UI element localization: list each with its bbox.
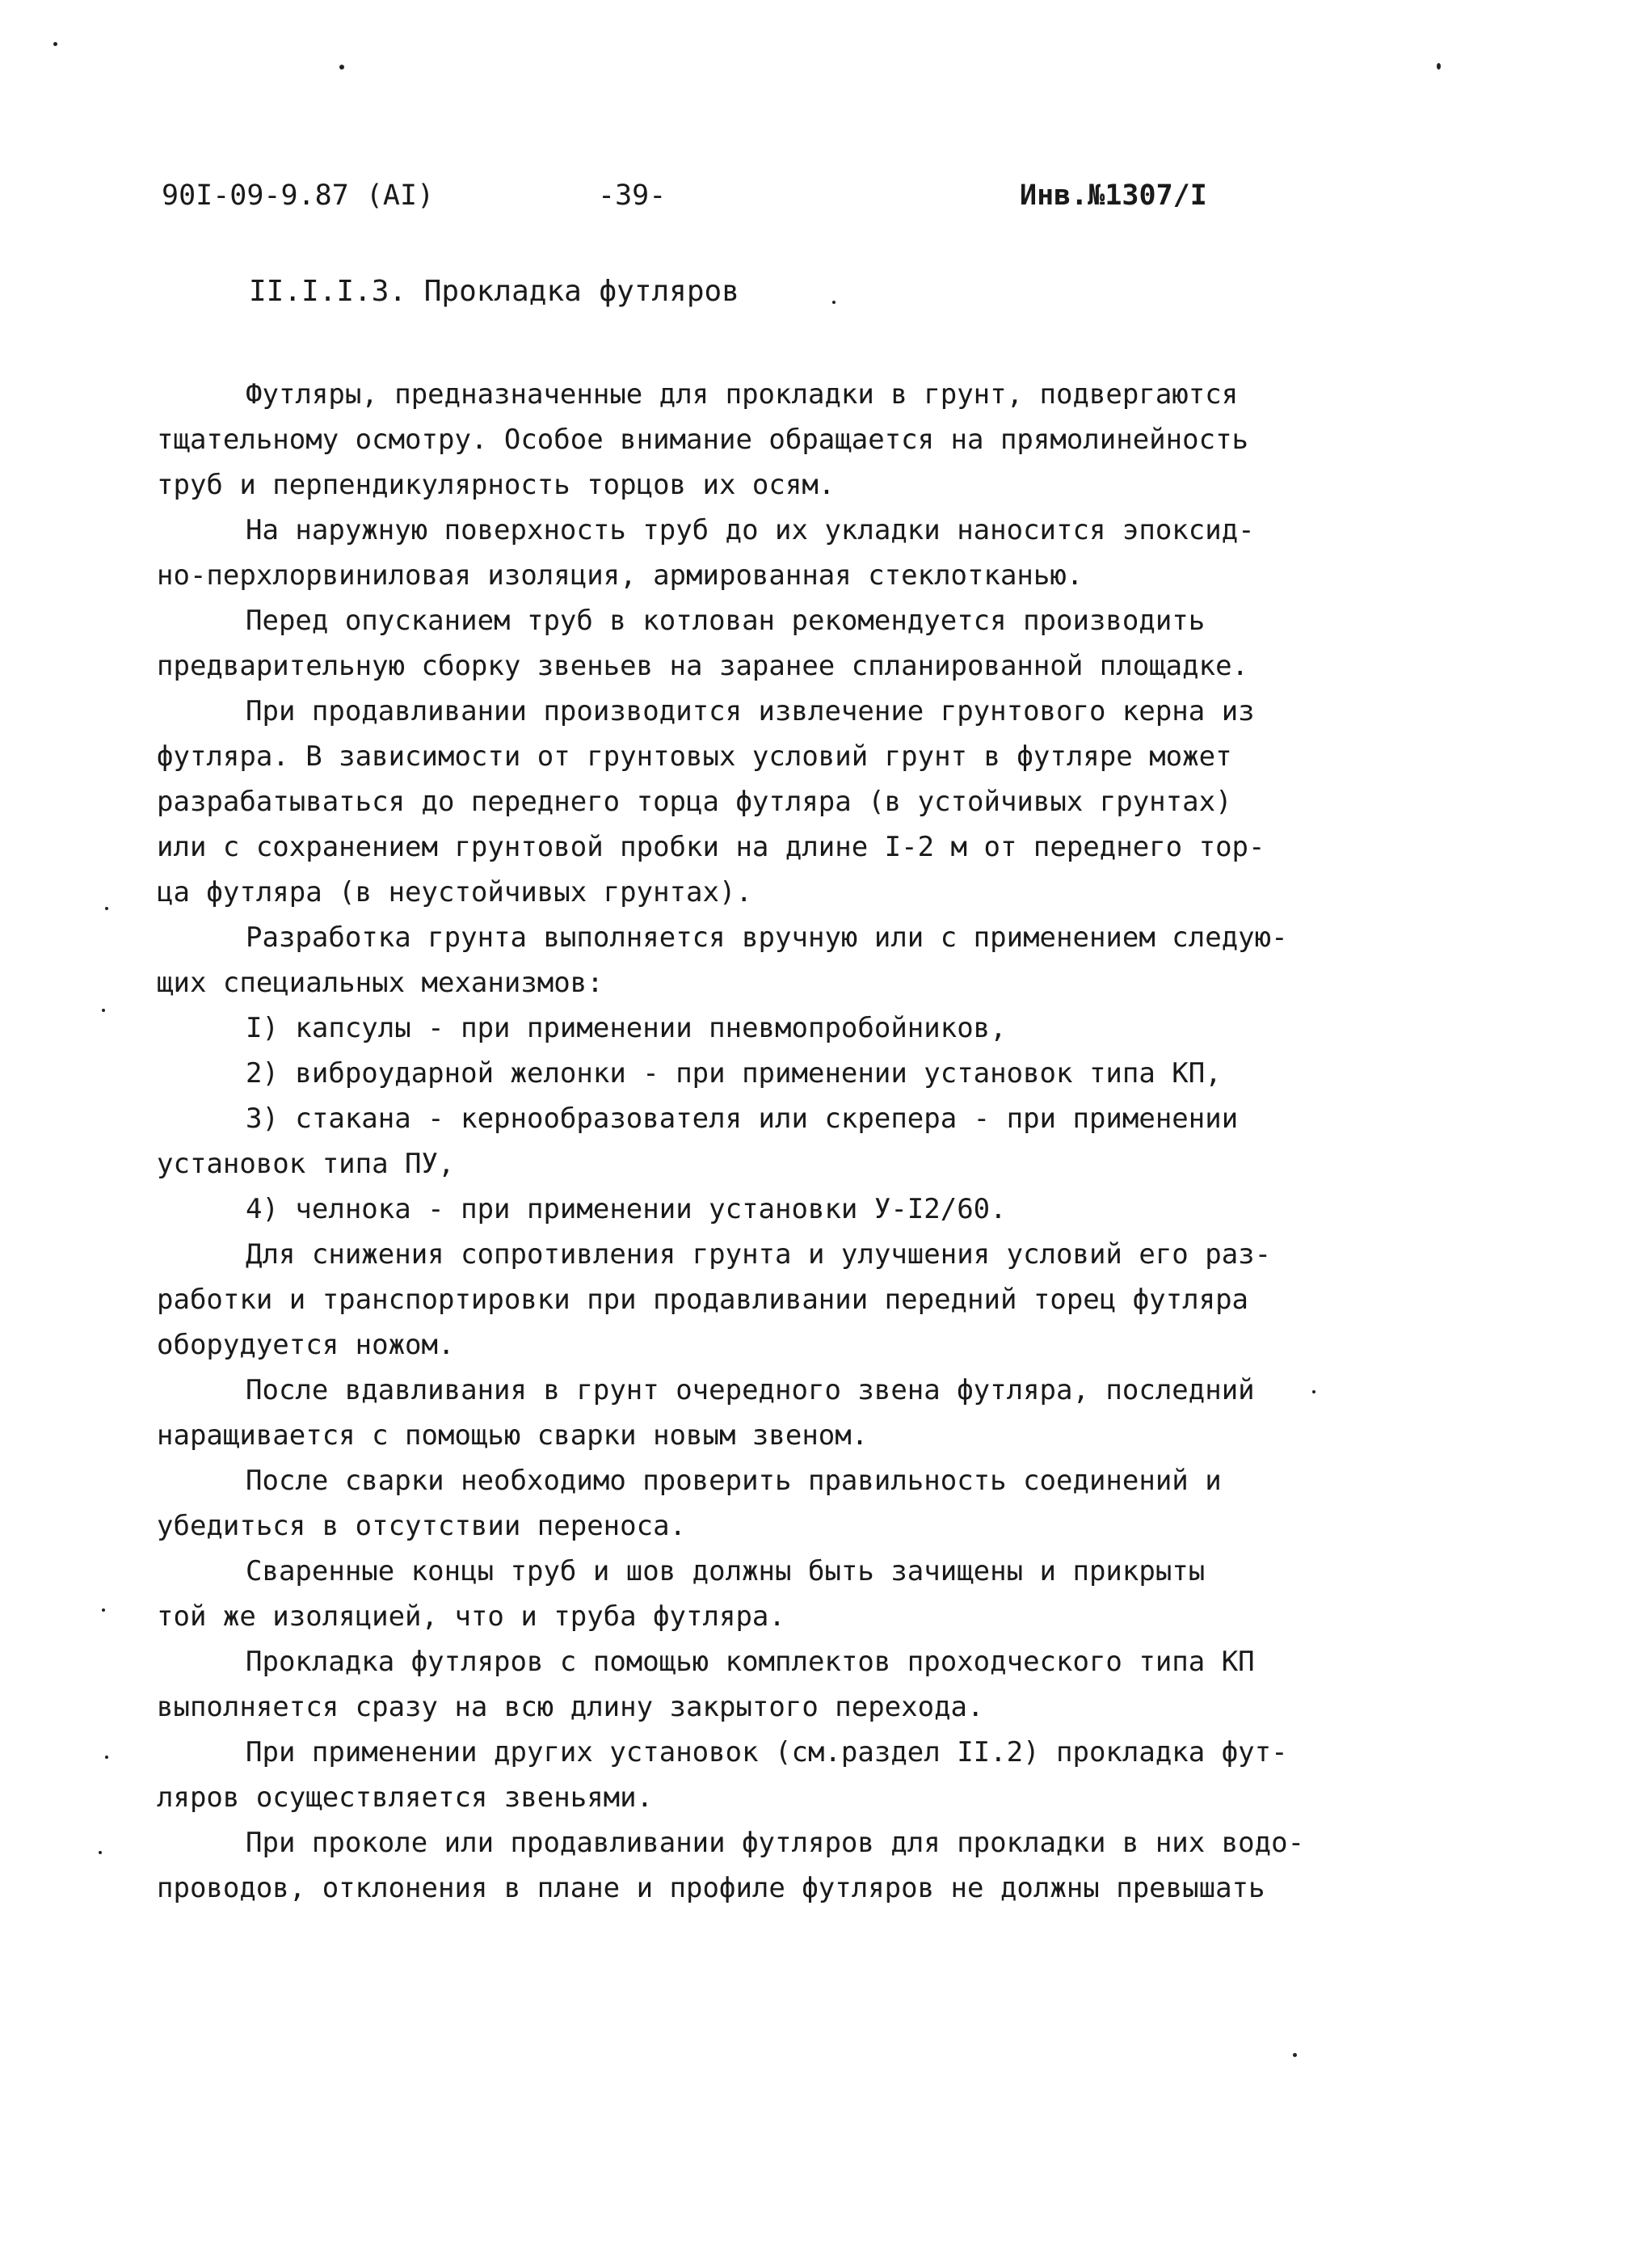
text-line: наращивается с помощью сварки новым звеном. xyxy=(157,1419,869,1452)
text-line: установок типа ПУ, xyxy=(157,1148,455,1180)
page-number: -39- xyxy=(598,179,667,212)
text-line: I) капсулы - при применении пневмопробойников, xyxy=(246,1012,1007,1044)
page-header xyxy=(0,179,1629,228)
text-line: Перед опусканием труб в котлован рекомендуется производить xyxy=(246,605,1206,637)
scan-speck xyxy=(1293,2053,1297,2057)
text-line: разрабатываться до переднего торца футляра (в устойчивых грунтах) xyxy=(157,786,1232,818)
text-line: Прокладка футляров с помощью комплектов проходческого типа КП xyxy=(246,1646,1255,1678)
text-line: щих специальных механизмов: xyxy=(157,967,604,999)
text-line: 4) челнока - при применении установки У-I2/60. xyxy=(246,1193,1007,1225)
text-line: выполняется сразу на всю длину закрытого перехода. xyxy=(157,1691,984,1723)
scan-speck xyxy=(1437,63,1441,70)
text-line: предварительную сборку звеньев на заранее спланированной площадке. xyxy=(157,650,1249,682)
scan-speck xyxy=(53,42,57,46)
text-line: Футляры, предназначенные для прокладки в грунт, подвергаются xyxy=(246,378,1239,411)
inventory-number: Инв.№1307/I xyxy=(1020,179,1207,212)
text-line: ляров осуществляется звеньями. xyxy=(157,1781,654,1814)
text-line: убедиться в отсутствии переноса. xyxy=(157,1510,687,1542)
text-line: или с сохранением грунтовой пробки на длине I-2 м от переднего тор- xyxy=(157,831,1265,863)
body-text xyxy=(157,372,1353,1911)
text-line: После сварки необходимо проверить правильность соединений и xyxy=(246,1465,1222,1497)
scan-speck xyxy=(339,65,344,70)
text-line: На наружную поверхность труб до их укладки наносится эпоксид- xyxy=(246,514,1255,546)
scan-speck xyxy=(1312,1390,1315,1393)
text-line: той же изоляцией, что и труба футляра. xyxy=(157,1600,785,1633)
text-line: При применении других установок (см.раздел II.2) прокладка фут- xyxy=(246,1736,1288,1768)
scan-speck xyxy=(105,907,108,910)
text-line: оборудуется ножом. xyxy=(157,1329,455,1361)
section-title: II.I.I.3. Прокладка футляров xyxy=(249,275,739,308)
document-code: 90I-09-9.87 (AI) xyxy=(162,179,435,212)
text-line: тщательному осмотру. Особое внимание обращается на прямолинейность xyxy=(157,424,1249,456)
scan-speck xyxy=(99,1851,102,1854)
text-line: ца футляра (в неустойчивых грунтах). xyxy=(157,876,752,908)
text-line: футляра. В зависимости от грунтовых условий грунт в футляре может xyxy=(157,740,1232,773)
text-line: но-перхлорвиниловая изоляция, армированная стеклотканью. xyxy=(157,559,1084,592)
text-line: Сваренные концы труб и шов должны быть зачищены и прикрыты xyxy=(246,1555,1206,1587)
scan-speck xyxy=(102,1608,105,1612)
text-line: труб и перпендикулярность торцов их осям. xyxy=(157,469,836,501)
text-line: Разработка грунта выполняется вручную или с применением следую- xyxy=(246,921,1288,954)
text-line: 3) стакана - кернообразователя или скрепера - при применении xyxy=(246,1102,1239,1135)
text-line: При проколе или продавливании футляров для прокладки в них водо- xyxy=(246,1827,1305,1859)
scan-speck xyxy=(102,1009,105,1012)
text-line: работки и транспортировки при продавливании передний торец футляра xyxy=(157,1284,1249,1316)
scan-speck xyxy=(832,301,836,304)
text-line: После вдавливания в грунт очередного звена футляра, последний xyxy=(246,1374,1255,1406)
scan-speck xyxy=(105,1756,108,1759)
text-line: 2) виброударной желонки - при применении установок типа КП, xyxy=(246,1057,1222,1090)
text-line: При продавливании производится извлечение грунтового керна из xyxy=(246,695,1255,727)
text-line: Для снижения сопротивления грунта и улучшения условий его раз- xyxy=(246,1238,1272,1271)
text-line: проводов, отклонения в плане и профиле футляров не должны превышать xyxy=(157,1872,1265,1904)
